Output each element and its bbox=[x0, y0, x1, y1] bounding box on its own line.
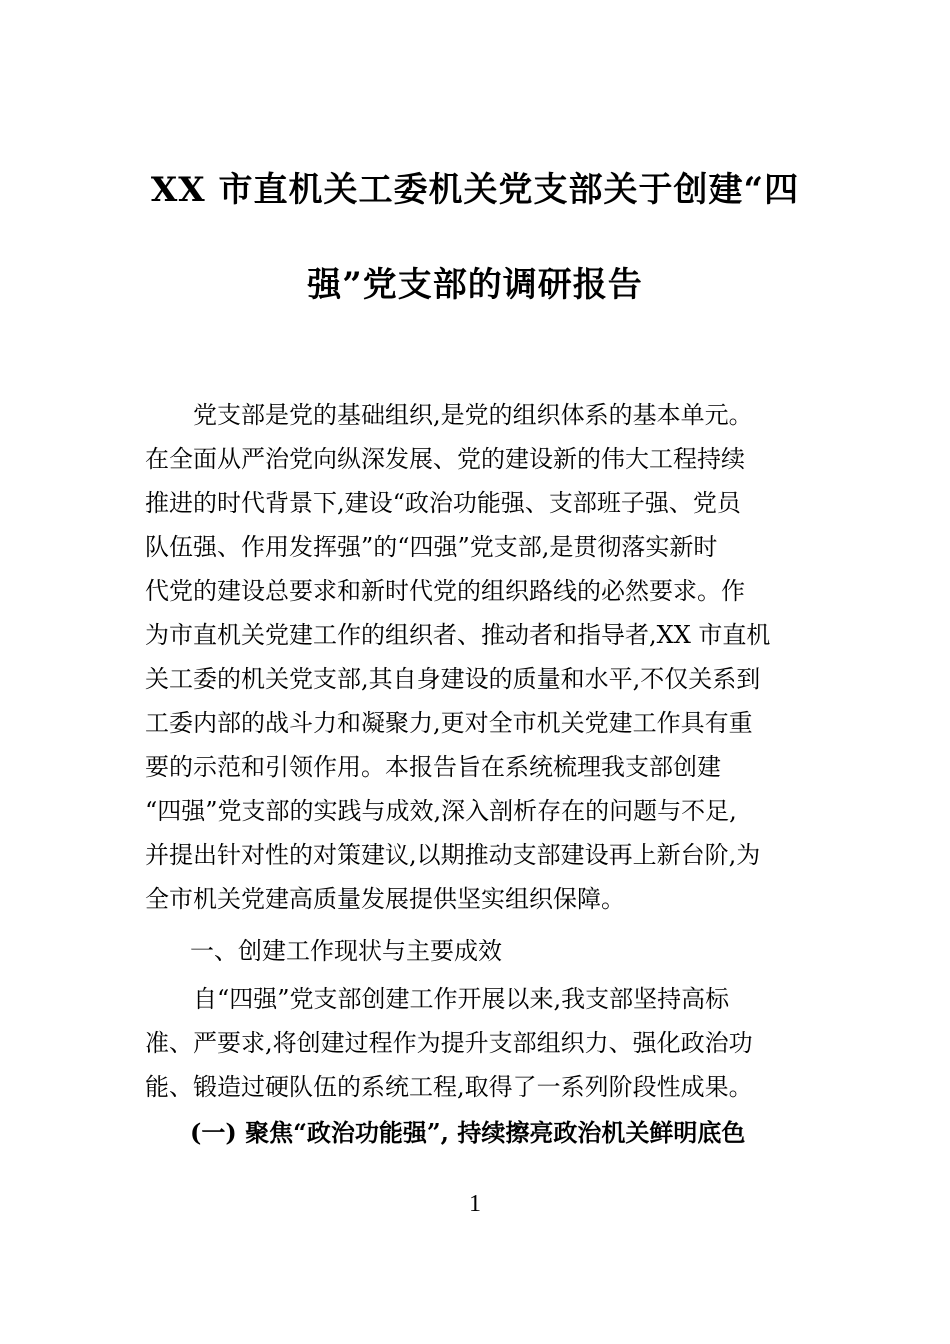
document-title-line-1: XX 市直机关工委机关党支部关于创建“四 bbox=[150, 170, 800, 210]
intro-line: 在全面从严治党向纵深发展、党的建设新的伟大工程持续 bbox=[145, 445, 745, 473]
intro-line: “四强”党支部的实践与成效,深入剖析存在的问题与不足, bbox=[145, 797, 737, 825]
intro-line: 全市机关党建高质量发展提供坚实组织保障。 bbox=[145, 885, 625, 913]
intro-line: 推进的时代背景下,建设“政治功能强、支部班子强、党员 bbox=[145, 489, 741, 517]
intro-line: 关工委的机关党支部,其自身建设的质量和水平,不仅关系到 bbox=[145, 665, 761, 693]
intro-line: 并提出针对性的对策建议,以期推动支部建设再上新台阶,为 bbox=[145, 841, 761, 869]
section-line: 自“四强”党支部创建工作开展以来,我支部坚持高标 bbox=[193, 985, 730, 1013]
intro-line: 工委内部的战斗力和凝聚力,更对全市机关党建工作具有重 bbox=[145, 709, 753, 737]
section-heading: 一、创建工作现状与主要成效 bbox=[190, 937, 502, 965]
section-line: 能、锻造过硬队伍的系统工程,取得了一系列阶段性成果。 bbox=[145, 1073, 753, 1101]
page-number: 1 bbox=[469, 1191, 481, 1217]
document-title-line-2: 强”党支部的调研报告 bbox=[307, 265, 643, 305]
intro-line: 党支部是党的基础组织,是党的组织体系的基本单元。 bbox=[193, 401, 753, 429]
intro-line: 队伍强、作用发挥强”的“四强”党支部,是贯彻落实新时 bbox=[145, 533, 718, 561]
intro-line: 为市直机关党建工作的组织者、推动者和指导者,XX 市直机 bbox=[145, 621, 771, 649]
section-line: 准、严要求,将创建过程作为提升支部组织力、强化政治功 bbox=[145, 1029, 753, 1057]
intro-line: 要的示范和引领作用。本报告旨在系统梳理我支部创建 bbox=[145, 753, 721, 781]
subsection-heading: (一) 聚焦“政治功能强”, 持续擦亮政治机关鲜明底色 bbox=[190, 1118, 746, 1147]
intro-line: 代党的建设总要求和新时代党的组织路线的必然要求。作 bbox=[145, 577, 745, 605]
